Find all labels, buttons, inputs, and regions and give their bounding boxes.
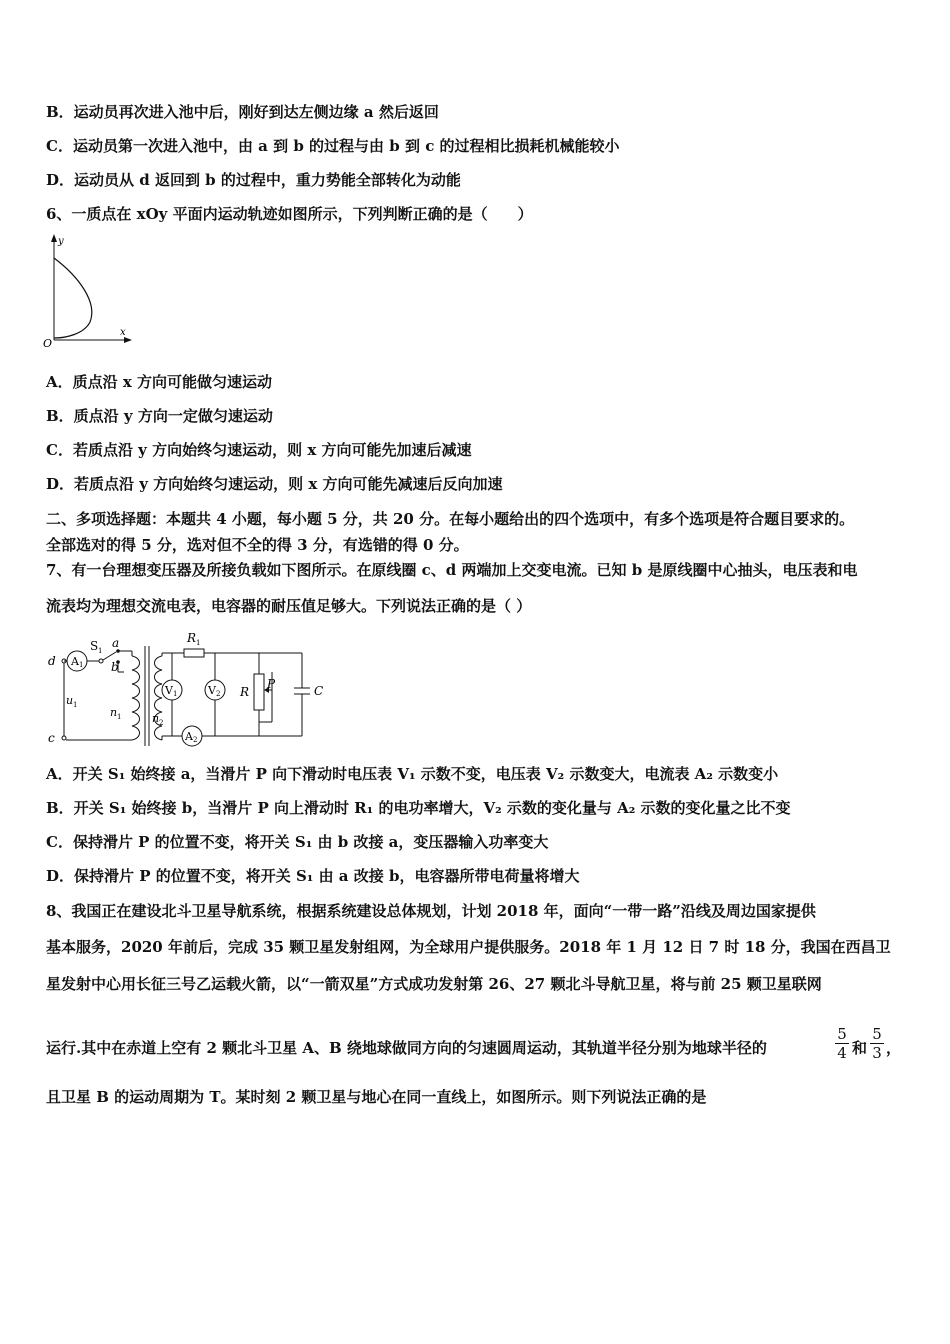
q6-stem: 6、一质点在 xOy 平面内运动轨迹如图所示，下列判断正确的是（ ） <box>46 205 533 223</box>
section2-instructions-line2: 全部选对的得 5 分，选对但不全的得 3 分，有选错的得 0 分。 <box>46 536 469 554</box>
svg-text:2: 2 <box>159 719 164 727</box>
svg-text:1: 1 <box>73 701 78 709</box>
a-label: a <box>112 636 120 650</box>
u1-label: u <box>66 694 74 707</box>
q8-and: 和 <box>852 1039 868 1057</box>
svg-text:2: 2 <box>216 690 221 698</box>
q7-stem-line1: 7、有一台理想变压器及所接负载如下图所示。在原线圈 c、d 两端加上交变电流。已知 b 是原线圈中心抽头，电压表和电 <box>46 561 858 579</box>
primary-coil <box>132 656 140 740</box>
n1-label: n <box>110 706 118 719</box>
switch-pivot <box>99 659 103 663</box>
q7-option-d: D．保持滑片 P 的位置不变，将开关 S₁ 由 a 改接 b，电容器所带电荷量将增大 <box>46 867 580 885</box>
svg-text:2: 2 <box>193 736 198 744</box>
svg-text:1: 1 <box>98 647 103 655</box>
trajectory-curve <box>54 258 92 338</box>
q8-text-line3: 星发射中心用长征三号乙运载火箭，以“一箭双星”方式成功发射第 26、27 颗北斗导航卫星，将与前 25 颗卫星联网 <box>46 975 822 993</box>
q7-option-b: B．开关 S₁ 始终接 b，当滑片 P 向上滑动时 R₁ 的电功率增大，V₂ 示数的变化量与 A₂ 示数的变化量之比不变 <box>46 799 791 817</box>
q5-option-c: C．运动员第一次进入池中，由 a 到 b 的过程与由 b 到 c 的过程相比损耗机械能较小 <box>46 137 620 155</box>
r-label: R <box>240 685 250 699</box>
q5-option-d: D．运动员从 d 返回到 b 的过程中，重力势能全部转化为动能 <box>46 171 461 189</box>
terminal-c <box>62 736 66 740</box>
y-label: y <box>58 236 64 247</box>
q6-option-a: A．质点沿 x 方向可能做匀速运动 <box>46 373 273 391</box>
svg-text:1: 1 <box>173 690 178 698</box>
fraction-5-4: 5 4 <box>834 1025 850 1062</box>
rheostat-r <box>254 674 264 710</box>
b-label: b <box>111 660 119 674</box>
section2-instructions-line1: 二、多项选择题：本题共 4 小题，每小题 5 分，共 20 分。在每小题给出的四个选项中，有多个选项是符合题目要求的。 <box>46 510 855 528</box>
q7-option-a: A．开关 S₁ 始终接 a，当滑片 P 向下滑动时电压表 V₁ 示数不变，电压表 V₂ 示数变大，电流表 A₂ 示数变小 <box>46 765 779 783</box>
a2-label: A <box>185 730 193 743</box>
x-label: x <box>120 327 126 338</box>
d-label: d <box>48 654 56 668</box>
n2-label: n <box>152 712 160 725</box>
svg-text:1: 1 <box>79 661 84 669</box>
q8-text-line5: 且卫星 B 的运动周期为 T。某时刻 2 颗卫星与地心在同一直线上，如图所示。则下列说法正确的是 <box>46 1088 707 1106</box>
q5-option-b: B．运动员再次进入池中后，刚好到达左侧边缘 a 然后返回 <box>46 103 439 121</box>
resistor-r1 <box>184 649 204 657</box>
a1-label: A <box>71 655 79 668</box>
secondary-coil <box>155 656 163 740</box>
origin-label: O <box>43 337 53 350</box>
fraction-5-3: 5 3 <box>869 1025 885 1062</box>
q6-trajectory-figure <box>40 232 140 350</box>
c-label: c <box>48 731 55 745</box>
v2-label: V <box>208 684 216 697</box>
s1-label: S <box>90 639 99 653</box>
r1-label: R <box>187 631 197 645</box>
q8-text-line2: 基本服务，2020 年前后，完成 35 颗卫星发射组网，为全球用户提供服务。2018 年 1 月 12 日 7 时 18 分，我国在西昌卫 <box>46 938 891 956</box>
q8-comma: ， <box>886 1039 902 1057</box>
q8-text-line4: 运行.其中在赤道上空有 2 颗北斗卫星 A、B 绕地球做同方向的匀速圆周运动，其轨道半径分别为地球半径的 <box>46 1039 767 1057</box>
q7-option-c: C．保持滑片 P 的位置不变，将开关 S₁ 由 b 改接 a，变压器输入功率变大 <box>46 833 549 851</box>
q7-transformer-circuit <box>44 628 344 752</box>
q7-stem-line2: 流表均为理想交流电表，电容器的耐压值足够大。下列说法正确的是（ ） <box>46 597 532 615</box>
v1-label: V <box>165 684 173 697</box>
q6-option-c: C．若质点沿 y 方向始终匀速运动，则 x 方向可能先加速后减速 <box>46 441 472 459</box>
q6-option-d: D．若质点沿 y 方向始终匀速运动，则 x 方向可能先减速后反向加速 <box>46 475 503 493</box>
svg-text:1: 1 <box>117 713 122 721</box>
switch-s1-blade <box>103 652 116 660</box>
q6-option-b: B．质点沿 y 方向一定做匀速运动 <box>46 407 273 425</box>
p-label: P <box>267 677 276 691</box>
y-axis-arrow <box>51 234 57 242</box>
q8-text-line1: 8、我国正在建设北斗卫星导航系统，根据系统建设总体规划，计划 2018 年，面向“一带一路”沿线及周边国家提供 <box>46 902 816 920</box>
c-capacitor-label: C <box>314 684 324 698</box>
svg-text:1: 1 <box>196 639 201 647</box>
